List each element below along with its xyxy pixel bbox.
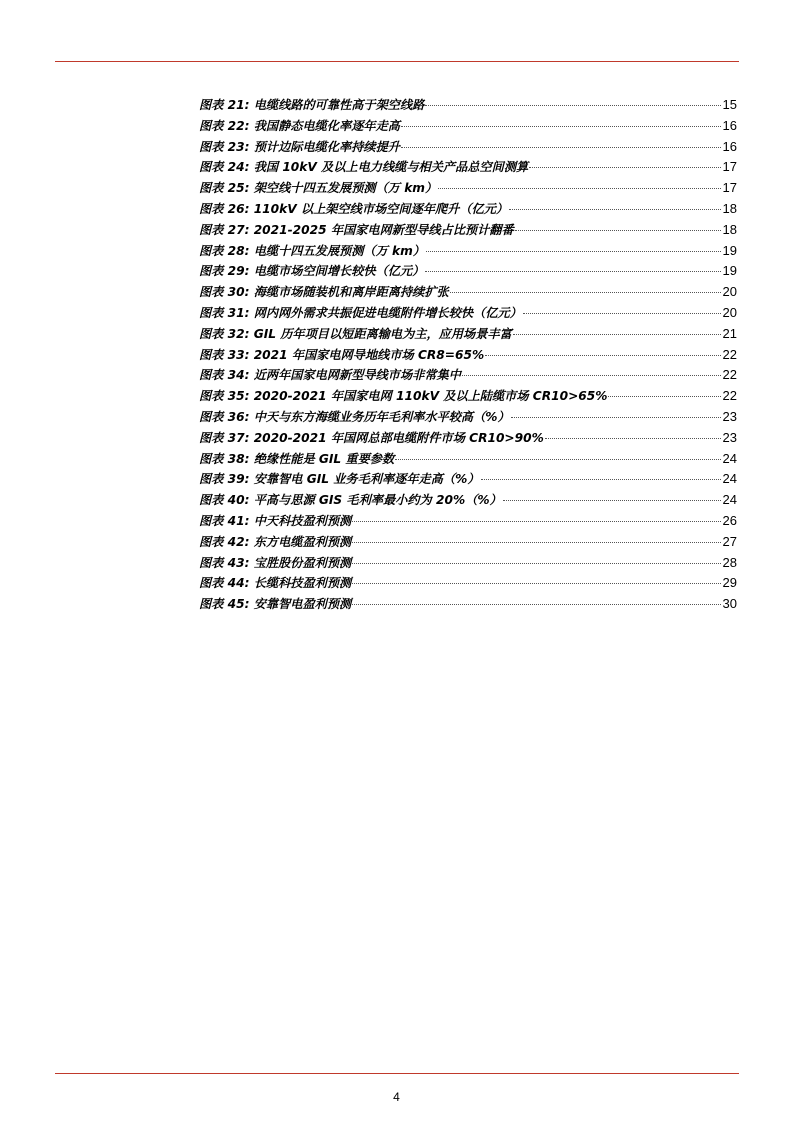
toc-entry-page: 22: [722, 367, 737, 383]
toc-entry[interactable]: [199, 428, 737, 449]
dot-leader: [523, 312, 721, 314]
dot-leader: [545, 437, 721, 439]
toc-entry[interactable]: [199, 178, 737, 199]
dot-leader: [425, 104, 720, 106]
toc-entry[interactable]: [199, 220, 737, 241]
dot-leader: [401, 125, 721, 127]
toc-entry-page: 20: [722, 304, 737, 320]
toc-entry[interactable]: [199, 407, 737, 428]
toc-entry-label: 图表 30: 海缆市场随装机和离岸距离持续扩张: [199, 285, 449, 300]
toc-entry-page: 24: [722, 492, 737, 508]
dot-leader: [511, 416, 721, 418]
toc-entry[interactable]: [199, 95, 737, 116]
toc-entry-page: 20: [722, 284, 737, 300]
toc-entry-label: 图表 43: 宝胜股份盈利预测: [199, 555, 352, 570]
toc-entry[interactable]: [199, 345, 737, 366]
toc-entry-label: 图表 41: 中天科技盈利预测: [199, 513, 352, 528]
dot-leader: [425, 270, 720, 272]
dot-leader: [608, 395, 720, 397]
dot-leader: [352, 541, 720, 543]
toc-entry-page: 19: [722, 263, 737, 279]
dot-leader: [352, 562, 720, 564]
toc-entry[interactable]: [199, 490, 737, 511]
dot-leader: [395, 458, 720, 460]
toc-entry-page: 16: [722, 117, 737, 133]
toc-entry-label: 图表 27: 2021-2025 年国家电网新型导线占比预计翻番: [199, 222, 514, 237]
toc-entry-label: 图表 38: 绝缘性能是 GIL 重要参数: [199, 451, 395, 466]
toc-entry[interactable]: [199, 282, 737, 303]
toc-entry[interactable]: [199, 553, 737, 574]
dot-leader: [462, 374, 721, 376]
toc-entry-label: 图表 24: 我国 10kV 及以上电力线缆与相关产品总空间测算: [199, 160, 529, 175]
toc-entry-page: 24: [722, 450, 737, 466]
dot-leader: [481, 478, 721, 480]
toc-entry-page: 17: [722, 180, 737, 196]
toc-entry-label: 图表 22: 我国静态电缆化率逐年走高: [199, 118, 400, 133]
toc-entry-page: 17: [722, 159, 737, 175]
toc-entry[interactable]: [199, 511, 737, 532]
page-number: 4: [393, 1090, 400, 1104]
dot-leader: [438, 187, 720, 189]
toc-entry-label: 图表 23: 预计边际电缆化率持续提升: [199, 139, 400, 154]
toc-entry-label: 图表 21: 电缆线路的可靠性高于架空线路: [199, 98, 425, 112]
toc-entry-page: 18: [722, 200, 737, 216]
toc-entry-label: 图表 34: 近两年国家电网新型导线市场非常集中: [199, 368, 461, 383]
toc-entry[interactable]: [199, 116, 737, 137]
dot-leader: [426, 250, 721, 252]
toc-entry-page: 28: [722, 554, 737, 570]
toc-entry-page: 30: [722, 596, 737, 612]
toc-entry-page: 16: [722, 138, 737, 154]
dot-leader: [515, 229, 721, 231]
dot-leader: [513, 333, 721, 335]
toc-entry[interactable]: [199, 199, 737, 220]
dot-leader: [529, 166, 720, 168]
toc-entry-label: 图表 26: 110kV 以上架空线市场空间逐年爬升（亿元）: [199, 201, 509, 216]
toc-entry-label: 图表 45: 安靠智电盈利预测: [199, 597, 352, 612]
dot-leader: [485, 354, 720, 356]
toc-entry[interactable]: [199, 241, 737, 262]
toc-entry-page: 19: [722, 242, 737, 258]
toc-entry-label: 图表 39: 安靠智电 GIL 业务毛利率逐年走高（%）: [199, 472, 480, 487]
toc-entry-page: 29: [722, 575, 737, 591]
toc-entry-page: 27: [722, 533, 737, 549]
toc-entry-label: 图表 29: 电缆市场空间增长较快（亿元）: [199, 264, 425, 279]
toc-entry-label: 图表 40: 平高与思源 GIS 毛利率最小约为 20%（%）: [199, 493, 502, 508]
toc-entry-page: 23: [722, 429, 737, 445]
dot-leader: [352, 582, 720, 584]
toc-entry[interactable]: [199, 386, 737, 407]
toc-entry[interactable]: [199, 324, 737, 345]
toc-entry-label: 图表 36: 中天与东方海缆业务历年毛利率水平较高（%）: [199, 409, 510, 424]
table-of-figures: [199, 95, 737, 615]
toc-entry[interactable]: [199, 532, 737, 553]
toc-entry-label: 图表 28: 电缆十四五发展预测（万 km）: [199, 243, 425, 258]
toc-entry-page: 18: [722, 221, 737, 237]
toc-entry-page: 24: [722, 471, 737, 487]
dot-leader: [352, 603, 720, 605]
toc-entry-page: 23: [722, 408, 737, 424]
toc-entry[interactable]: [199, 573, 737, 594]
toc-entry[interactable]: [199, 157, 737, 178]
toc-entry-label: 图表 25: 架空线十四五发展预测（万 km）: [199, 181, 438, 196]
dot-leader: [503, 499, 721, 501]
header-rule: [55, 61, 739, 62]
toc-entry[interactable]: [199, 365, 737, 386]
toc-entry-page: 15: [722, 97, 737, 112]
toc-entry-label: 图表 37: 2020-2021 年国网总部电缆附件市场 CR10>90%: [199, 430, 544, 445]
toc-entry-label: 图表 31: 网内网外需求共振促进电缆附件增长较快（亿元）: [199, 305, 522, 320]
toc-entry[interactable]: [199, 449, 737, 470]
toc-entry[interactable]: [199, 469, 737, 490]
footer-rule: [55, 1073, 739, 1074]
toc-entry-page: 26: [722, 512, 737, 528]
toc-entry[interactable]: [199, 303, 737, 324]
dot-leader: [509, 208, 720, 210]
toc-entry-label: 图表 42: 东方电缆盈利预测: [199, 534, 352, 549]
dot-leader: [450, 291, 721, 293]
toc-entry-label: 图表 44: 长缆科技盈利预测: [199, 576, 352, 591]
toc-entry-page: 22: [722, 346, 737, 362]
dot-leader: [352, 520, 720, 522]
toc-entry[interactable]: [199, 261, 737, 282]
toc-entry-label: 图表 35: 2020-2021 年国家电网 110kV 及以上陆缆市场 CR10>65%: [199, 389, 608, 404]
toc-entry-page: 21: [722, 325, 737, 341]
dot-leader: [401, 146, 721, 148]
toc-entry-label: 图表 32: GIL 历年项目以短距离输电为主，应用场景丰富: [199, 326, 512, 341]
toc-entry[interactable]: [199, 137, 737, 158]
toc-entry[interactable]: [199, 594, 737, 615]
toc-entry-label: 图表 33: 2021 年国家电网导地线市场 CR8=65%: [199, 347, 485, 362]
toc-entry-page: 22: [722, 388, 737, 404]
